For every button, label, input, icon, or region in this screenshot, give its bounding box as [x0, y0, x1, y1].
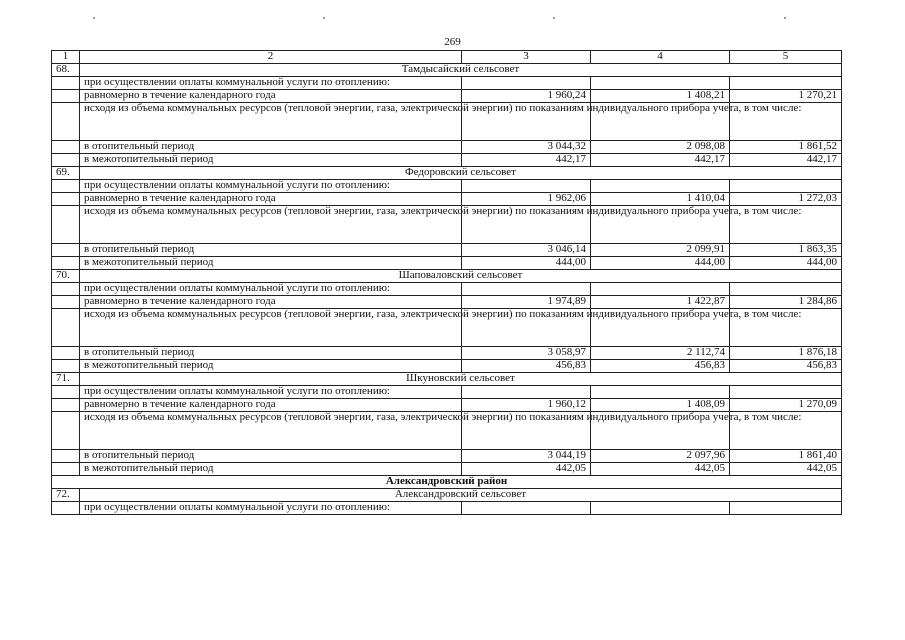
- non-heating-period-row: [52, 360, 842, 373]
- row-label: исходя из объема коммунальных ресурсов (тепловой энергии, газа, электрической энергии) по показаниям индивидуального прибора учета, в том числе:: [80, 103, 462, 141]
- value-cell: 442,17: [462, 154, 591, 167]
- row-label: равномерно в течение календарного года: [80, 296, 462, 309]
- value-cell: 444,00: [591, 257, 730, 270]
- row-label: при осуществлении оплаты коммунальной услуги по отоплению:: [80, 502, 462, 515]
- row-label: при осуществлении оплаты коммунальной услуги по отоплению:: [80, 180, 462, 193]
- section-number: 71.: [52, 373, 80, 386]
- value-cell: 444,00: [462, 257, 591, 270]
- value-cell: 1 410,04: [591, 193, 730, 206]
- value-cell: 442,05: [591, 463, 730, 476]
- value-cell: 2 098,08: [591, 141, 730, 154]
- empty-cell: [52, 502, 80, 515]
- empty-cell: [52, 154, 80, 167]
- empty-cell: [52, 450, 80, 463]
- row-label: в отопительный период: [80, 347, 462, 360]
- row-label: исходя из объема коммунальных ресурсов (тепловой энергии, газа, электрической энергии) по показаниям индивидуального прибора учета, в том числе:: [80, 206, 462, 244]
- value-cell: 1 422,87: [591, 296, 730, 309]
- row-label: в межотопительный период: [80, 154, 462, 167]
- value-cell: [730, 386, 842, 399]
- even-payment-row: [52, 296, 842, 309]
- empty-cell: [52, 463, 80, 476]
- section-title: Шкуновский сельсовет: [80, 373, 842, 386]
- meter-row: [52, 103, 842, 141]
- value-cell: 456,83: [591, 360, 730, 373]
- empty-cell: [52, 412, 80, 450]
- value-cell: 3 044,32: [462, 141, 591, 154]
- value-cell: [591, 283, 730, 296]
- intro-row: [52, 502, 842, 515]
- row-label: в межотопительный период: [80, 360, 462, 373]
- empty-cell: [52, 360, 80, 373]
- region-row: [52, 476, 842, 489]
- row-label: при осуществлении оплаты коммунальной услуги по отоплению:: [80, 386, 462, 399]
- page-number: 269: [444, 36, 461, 48]
- value-cell: [730, 180, 842, 193]
- value-cell: [462, 386, 591, 399]
- header-cell: 3: [462, 51, 591, 64]
- scan-dot: [784, 17, 786, 19]
- value-cell: [730, 77, 842, 90]
- empty-cell: [52, 206, 80, 244]
- section-number: 68.: [52, 64, 80, 77]
- scan-dot: [323, 17, 325, 19]
- intro-row: [52, 180, 842, 193]
- value-cell: 1 960,24: [462, 90, 591, 103]
- empty-cell: [52, 296, 80, 309]
- even-payment-row: [52, 90, 842, 103]
- scan-dot: [553, 17, 555, 19]
- section-title-row: [52, 270, 842, 283]
- row-label: исходя из объема коммунальных ресурсов (тепловой энергии, газа, электрической энергии) по показаниям индивидуального прибора учета, в том числе:: [80, 309, 462, 347]
- value-cell: 442,05: [730, 463, 842, 476]
- section-title: Александровский сельсовет: [80, 489, 842, 502]
- value-cell: 1 863,35: [730, 244, 842, 257]
- intro-row: [52, 77, 842, 90]
- section-title-row: [52, 373, 842, 386]
- value-cell: [730, 502, 842, 515]
- section-title-row: [52, 64, 842, 77]
- value-cell: 2 099,91: [591, 244, 730, 257]
- non-heating-period-row: [52, 154, 842, 167]
- value-cell: 1 270,21: [730, 90, 842, 103]
- value-cell: 1 408,09: [591, 399, 730, 412]
- section-title: Шаповаловский сельсовет: [80, 270, 842, 283]
- section-title-row: [52, 167, 842, 180]
- section-title: Тамдысайский сельсовет: [80, 64, 842, 77]
- value-cell: 2 112,74: [591, 347, 730, 360]
- heating-period-row: [52, 347, 842, 360]
- heating-period-row: [52, 244, 842, 257]
- value-cell: 3 046,14: [462, 244, 591, 257]
- row-label: в отопительный период: [80, 141, 462, 154]
- value-cell: [462, 77, 591, 90]
- row-label: равномерно в течение календарного года: [80, 399, 462, 412]
- value-cell: 442,17: [730, 154, 842, 167]
- value-cell: [462, 283, 591, 296]
- heating-period-row: [52, 450, 842, 463]
- empty-cell: [52, 180, 80, 193]
- row-label: в отопительный период: [80, 244, 462, 257]
- value-cell: 1 408,21: [591, 90, 730, 103]
- value-cell: [591, 180, 730, 193]
- empty-cell: [52, 244, 80, 257]
- value-cell: 1 960,12: [462, 399, 591, 412]
- row-label: в межотопительный период: [80, 463, 462, 476]
- row-label: в межотопительный период: [80, 257, 462, 270]
- header-cell: 1: [52, 51, 80, 64]
- value-cell: [591, 77, 730, 90]
- region-title: Александровский район: [52, 476, 842, 489]
- row-label: при осуществлении оплаты коммунальной услуги по отоплению:: [80, 283, 462, 296]
- value-cell: [730, 283, 842, 296]
- value-cell: 1 272,03: [730, 193, 842, 206]
- even-payment-row: [52, 193, 842, 206]
- value-cell: 456,83: [462, 360, 591, 373]
- value-cell: 1 861,52: [730, 141, 842, 154]
- value-cell: 3 044,19: [462, 450, 591, 463]
- empty-cell: [52, 90, 80, 103]
- intro-row: [52, 283, 842, 296]
- value-cell: 1 974,89: [462, 296, 591, 309]
- value-cell: 442,05: [462, 463, 591, 476]
- value-cell: 3 058,97: [462, 347, 591, 360]
- value-cell: [462, 502, 591, 515]
- empty-cell: [52, 257, 80, 270]
- row-label: равномерно в течение календарного года: [80, 90, 462, 103]
- section-number: 72.: [52, 489, 80, 502]
- section-number: 69.: [52, 167, 80, 180]
- header-cell: 5: [730, 51, 842, 64]
- value-cell: 444,00: [730, 257, 842, 270]
- empty-cell: [52, 283, 80, 296]
- header-row: [52, 51, 842, 64]
- non-heating-period-row: [52, 463, 842, 476]
- empty-cell: [52, 347, 80, 360]
- value-cell: 456,83: [730, 360, 842, 373]
- tariff-table-body: [52, 51, 842, 515]
- empty-cell: [52, 77, 80, 90]
- section-number: 70.: [52, 270, 80, 283]
- section-title: Федоровский сельсовет: [80, 167, 842, 180]
- value-cell: [462, 180, 591, 193]
- even-payment-row: [52, 399, 842, 412]
- empty-cell: [52, 141, 80, 154]
- value-cell: 1 270,09: [730, 399, 842, 412]
- value-cell: 1 876,18: [730, 347, 842, 360]
- value-cell: 1 284,86: [730, 296, 842, 309]
- meter-row: [52, 206, 842, 244]
- value-cell: [591, 386, 730, 399]
- row-label: в отопительный период: [80, 450, 462, 463]
- non-heating-period-row: [52, 257, 842, 270]
- heating-period-row: [52, 141, 842, 154]
- meter-row: [52, 309, 842, 347]
- meter-row: [52, 412, 842, 450]
- header-cell: 4: [591, 51, 730, 64]
- row-label: при осуществлении оплаты коммунальной услуги по отоплению:: [80, 77, 462, 90]
- value-cell: 2 097,96: [591, 450, 730, 463]
- value-cell: 1 962,06: [462, 193, 591, 206]
- empty-cell: [52, 386, 80, 399]
- header-cell: 2: [80, 51, 462, 64]
- section-title-row: [52, 489, 842, 502]
- value-cell: 1 861,40: [730, 450, 842, 463]
- scan-dot: [93, 17, 95, 19]
- row-label: исходя из объема коммунальных ресурсов (тепловой энергии, газа, электрической энергии) по показаниям индивидуального прибора учета, в том числе:: [80, 412, 462, 450]
- empty-cell: [52, 193, 80, 206]
- value-cell: [591, 502, 730, 515]
- empty-cell: [52, 103, 80, 141]
- intro-row: [52, 386, 842, 399]
- empty-cell: [52, 399, 80, 412]
- empty-cell: [52, 309, 80, 347]
- tariff-table: [51, 50, 842, 515]
- value-cell: 442,17: [591, 154, 730, 167]
- row-label: равномерно в течение календарного года: [80, 193, 462, 206]
